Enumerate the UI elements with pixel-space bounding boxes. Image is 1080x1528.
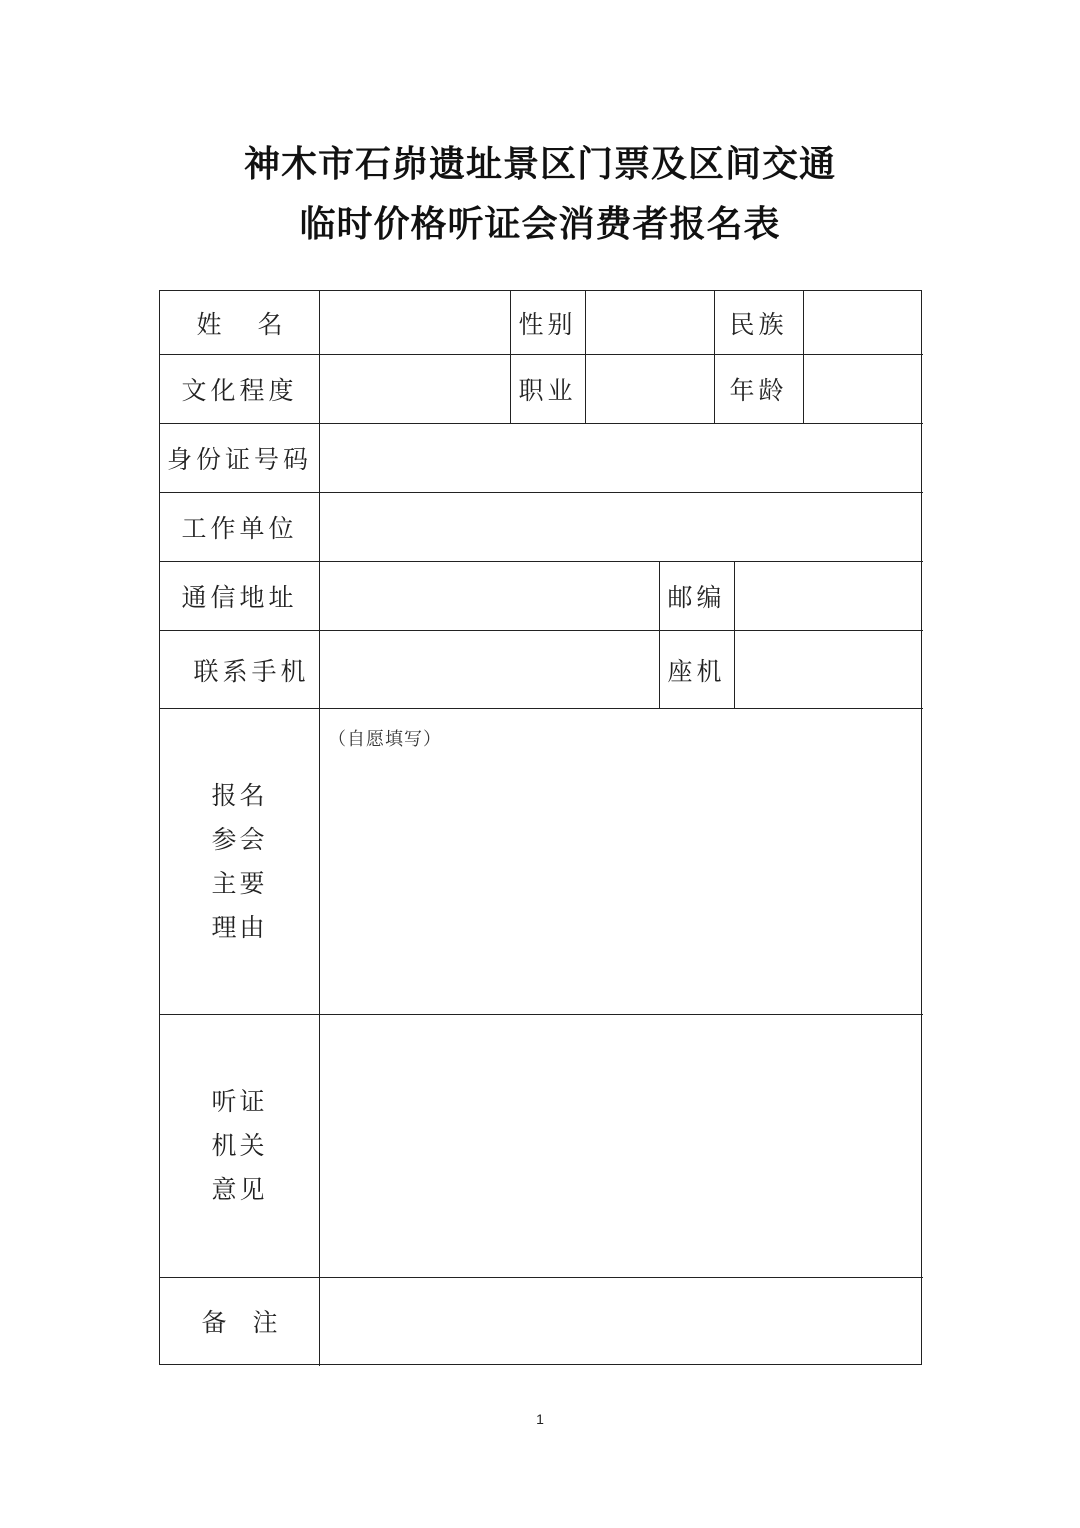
address-label: 通信地址 bbox=[181, 583, 298, 612]
id-number-field[interactable] bbox=[320, 424, 922, 492]
occupation-field[interactable] bbox=[586, 355, 714, 423]
age-field[interactable] bbox=[804, 355, 922, 423]
form-title-line-2: 临时价格听证会消费者报名表 bbox=[299, 204, 781, 245]
gender-field[interactable] bbox=[586, 291, 714, 354]
authority-opinion-label bbox=[160, 1015, 319, 1277]
mobile-field[interactable] bbox=[320, 631, 659, 708]
age-label: 年龄 bbox=[729, 376, 788, 405]
authority-label-line-1: 听证 bbox=[211, 1087, 268, 1116]
reason-field[interactable] bbox=[320, 709, 922, 1014]
mobile-label: 联系手机 bbox=[193, 656, 310, 686]
authority-label-line-2: 机关 bbox=[211, 1131, 268, 1160]
reason-label-line-4: 理由 bbox=[211, 912, 268, 942]
registration-form-table bbox=[159, 290, 922, 1365]
reason-label-line-2: 参会 bbox=[211, 824, 268, 854]
reason-label-line-1: 报名 bbox=[211, 780, 268, 810]
reason-label-line-3: 主要 bbox=[211, 868, 268, 898]
name-label: 姓名 bbox=[196, 309, 319, 339]
education-label: 文化程度 bbox=[181, 376, 298, 405]
ethnicity-label: 民族 bbox=[729, 309, 788, 339]
work-unit-field[interactable] bbox=[320, 493, 922, 561]
education-field[interactable] bbox=[320, 355, 510, 423]
name-field[interactable] bbox=[320, 291, 510, 354]
gender-label: 性别 bbox=[518, 309, 577, 339]
landline-label: 座机 bbox=[667, 656, 726, 686]
authority-label-line-3: 意见 bbox=[211, 1175, 268, 1204]
page-number: 1 bbox=[536, 1411, 544, 1427]
occupation-label: 职业 bbox=[518, 376, 577, 405]
id-number-label: 身份证号码 bbox=[166, 445, 312, 474]
work-unit-label: 工作单位 bbox=[181, 514, 298, 543]
form-title-line-1: 神木市石峁遗址景区门票及区间交通 bbox=[243, 144, 836, 185]
reason-hint: （自愿填写） bbox=[328, 729, 442, 750]
postcode-label: 邮编 bbox=[667, 583, 726, 612]
landline-field[interactable] bbox=[735, 631, 922, 708]
ethnicity-field[interactable] bbox=[804, 291, 922, 354]
postcode-field[interactable] bbox=[735, 562, 922, 630]
remarks-label: 备注 bbox=[201, 1308, 304, 1337]
address-field[interactable] bbox=[320, 562, 659, 630]
reason-label bbox=[160, 709, 319, 1014]
remarks-field[interactable] bbox=[320, 1278, 922, 1364]
authority-opinion-field bbox=[320, 1015, 922, 1277]
